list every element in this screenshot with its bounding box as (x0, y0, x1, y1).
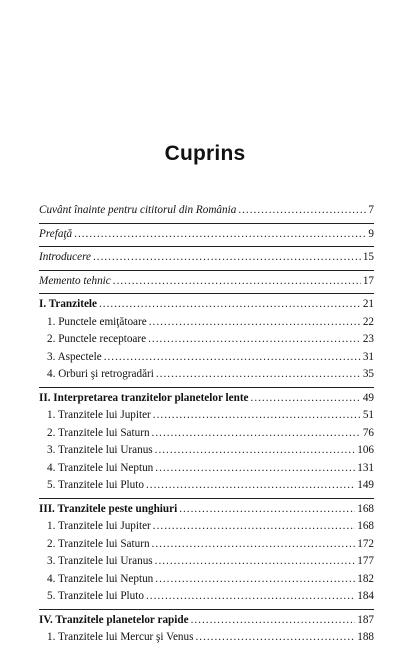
dot-leader (74, 226, 366, 244)
toc-page-number: 9 (368, 227, 374, 240)
divider (39, 270, 374, 271)
table-of-contents (39, 202, 374, 647)
toc-entry-technical-memento[interactable] (39, 273, 374, 291)
toc-entry-label: 3. Tranzitele lui Uranus (47, 555, 153, 567)
toc-entry-label: 1. Tranzitele lui Jupiter (47, 520, 151, 532)
dot-leader (152, 536, 356, 554)
toc-page-number: 172 (357, 537, 374, 550)
dot-leader (251, 390, 361, 408)
divider (39, 293, 374, 294)
toc-subentry[interactable] (39, 553, 374, 571)
toc-entry-label: Memento tehnic (39, 274, 111, 287)
dot-leader (153, 407, 361, 425)
toc-section-2[interactable] (39, 390, 374, 408)
toc-subentry[interactable] (39, 331, 374, 349)
dot-leader (156, 366, 361, 384)
toc-page-number: 184 (357, 590, 374, 602)
toc-section-1[interactable] (39, 296, 374, 314)
toc-section-label: III. Tranzitele peste unghiuri (39, 502, 178, 515)
toc-entry-foreword[interactable] (39, 202, 374, 220)
divider (39, 609, 374, 610)
dot-leader (146, 477, 355, 495)
toc-page-number: 7 (368, 204, 374, 216)
toc-subentry[interactable] (39, 349, 374, 367)
toc-page-number: 177 (357, 555, 374, 567)
dot-leader (155, 553, 356, 571)
toc-entry-label: 2. Tranzitele lui Saturn (47, 537, 150, 550)
toc-entry-preface[interactable] (39, 226, 374, 244)
toc-subentry[interactable] (39, 460, 374, 478)
toc-section-label: II. Interpretarea tranzitelor planetelor lente (39, 391, 249, 404)
toc-section-4[interactable] (39, 612, 374, 630)
dot-leader (153, 518, 355, 536)
divider (39, 498, 374, 499)
toc-page-number: 23 (362, 333, 374, 345)
toc-entry-label: 4. Tranzitele lui Neptun (47, 572, 154, 585)
toc-page-number: 22 (362, 315, 374, 328)
toc-entry-introduction[interactable] (39, 249, 374, 267)
toc-page-number: 131 (357, 461, 374, 474)
dot-leader (148, 331, 361, 349)
toc-entry-label: Prefaţă (39, 227, 73, 240)
toc-page-number: 188 (357, 631, 374, 643)
toc-page-number: 35 (362, 368, 374, 380)
toc-entry-label: 3. Tranzitele lui Uranus (47, 444, 153, 456)
dot-leader (155, 571, 355, 589)
toc-page-number: 182 (357, 572, 374, 585)
toc-entry-label: 5. Tranzitele lui Pluto (47, 479, 144, 491)
toc-page-number: 15 (362, 251, 374, 263)
toc-entry-label: 3. Aspectele (47, 350, 102, 363)
toc-page-number: 168 (357, 502, 374, 515)
dot-leader (113, 273, 361, 291)
toc-page-number: 106 (357, 444, 374, 456)
toc-entry-label: 1. Tranzitele lui Mercur şi Venus (47, 631, 194, 643)
divider (39, 387, 374, 388)
toc-section-label: I. Tranzitele (39, 298, 97, 310)
toc-page-number: 149 (357, 479, 374, 491)
toc-page-number: 49 (362, 391, 374, 404)
dot-leader (152, 425, 361, 443)
dot-leader (179, 501, 355, 519)
toc-entry-label: 4. Tranzitele lui Neptun (47, 461, 154, 474)
toc-section-3[interactable] (39, 501, 374, 519)
toc-subentry[interactable] (39, 366, 374, 384)
toc-subentry[interactable] (39, 536, 374, 554)
dot-leader (93, 249, 361, 267)
toc-subentry[interactable] (39, 314, 374, 332)
toc-entry-label: 1. Tranzitele lui Jupiter (47, 409, 151, 421)
toc-page-number: 168 (357, 520, 374, 532)
toc-page-number: 31 (362, 350, 374, 363)
dot-leader (238, 202, 366, 220)
toc-section-label: IV. Tranzitele planetelor rapide (39, 613, 189, 626)
toc-entry-label: 4. Orburi şi retrogradări (47, 368, 154, 380)
dot-leader (191, 612, 356, 630)
toc-subentry[interactable] (39, 588, 374, 606)
toc-entry-label: Cuvânt înainte pentru cititorul din România (39, 204, 237, 216)
toc-entry-label: 5. Tranzitele lui Pluto (47, 590, 144, 602)
toc-entry-label: 2. Tranzitele lui Saturn (47, 426, 150, 439)
page-title: Cuprins (164, 142, 246, 165)
dot-leader (155, 442, 356, 460)
toc-subentry[interactable] (39, 425, 374, 443)
dot-leader (146, 588, 355, 606)
toc-entry-label: 1. Punctele emiţătoare (47, 315, 147, 328)
toc-subentry[interactable] (39, 571, 374, 589)
toc-subentry[interactable] (39, 442, 374, 460)
toc-subentry[interactable] (39, 477, 374, 495)
toc-subentry[interactable] (39, 407, 374, 425)
toc-page-number: 21 (362, 298, 374, 310)
dot-leader (149, 314, 361, 332)
toc-page-number: 17 (362, 274, 374, 287)
divider (39, 223, 374, 224)
toc-page-number: 51 (362, 409, 374, 421)
toc-subentry[interactable] (39, 518, 374, 536)
toc-page-number: 187 (357, 613, 374, 626)
dot-leader (99, 296, 361, 314)
toc-entry-label: Introducere (39, 251, 91, 263)
toc-page-number: 76 (362, 426, 374, 439)
divider (39, 246, 374, 247)
dot-leader (104, 349, 361, 367)
dot-leader (155, 460, 355, 478)
toc-entry-label: 2. Punctele receptoare (47, 333, 147, 345)
